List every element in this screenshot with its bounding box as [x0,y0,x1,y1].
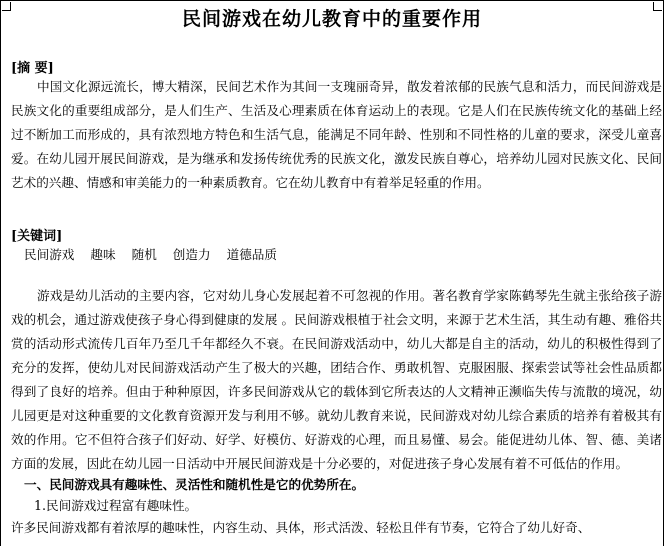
section-heading: 一、民间游戏具有趣味性、灵活性和随机性是它的优势所在。 [24,477,365,492]
page-border-left [0,0,1,546]
abstract-heading: [摘 要] [11,61,54,76]
body-paragraph: 游戏是幼儿活动的主要内容，它对幼儿身心发展起着不可忽视的作用。著名教育学家陈鹤琴先生就主张给孩子游戏的机会，通过游戏使孩子身心得到健康的发展 。民间游戏根植于社会文明，来源于艺术生活，其生动有趣、雅俗共赏的活动形式流传几百年乃至几千年都经久不衰。在民间游戏活动中，幼儿大都是自主的活动，幼儿的积极性得到了充分的发挥，使幼儿对民间游戏活动产生了极大的兴趣，团结合作、勇敢机智、克服困服、探索尝试等社会性品质都得到了良好的培养。但由于种种原因，许多民间游戏从它的载体到它所表达的人文精神正濒临失传与流散的境况，幼儿园更是对这种重要的文化教育资源开发与利用不够。就幼儿教育来说，民间游戏对幼儿综合素质的培养有着极其有效的作用。它不但符合孩子们好动、好学、好模仿、好游戏的心理，而且易懂、易会。能促进幼儿体、智、德、美诸方面的发展，因此在幼儿园一日活动中开展民间游戏是十分必要的，对促进孩子身心发展有着不可低估的作用。 [11,288,662,471]
keyword: 随机 [131,247,157,262]
document-title: 民间游戏在幼儿教育中的重要作用 [181,8,482,30]
sub-heading: 1.民间游戏过程富有趣味性。 [34,498,198,513]
abstract-paragraph: 中国文化源远流长，博大精深，民间艺术作为其间一支瑰丽奇异，散发着浓郁的民族气息和活力，而民间游戏是民族文化的重要组成部分，是人们生产、生活及心理素质在体育运动上的表现。它是人们在民族传统文化的基础上经过不断加工而形成的，具有浓烈地方特色和生活气息，能满足不同年龄、性别和不同性格的儿童的要求，深受儿童喜爱。在幼儿园开展民间游戏，是为继承和发扬传统优秀的民族文化，激发民族自尊心，培养幼儿园对民族文化、民间艺术的兴趣、情感和审美能力的一种素质教育。它在幼儿教育中有着举足轻重的作用。 [11,79,662,190]
keyword: 创造力 [172,247,211,262]
keyword: 趣味 [90,247,116,262]
keyword: 道德品质 [226,247,277,262]
keyword: 民间游戏 [24,247,75,262]
keywords-heading: [关键词] [11,229,63,244]
body-paragraph-continued: 许多民间游戏都有着浓厚的趣味性，内容生动、具体，形式活泼、轻松且伴有节奏，它符合了幼儿好奇、 [11,520,591,535]
page-border-top [0,0,664,1]
keywords-list [24,245,289,265]
